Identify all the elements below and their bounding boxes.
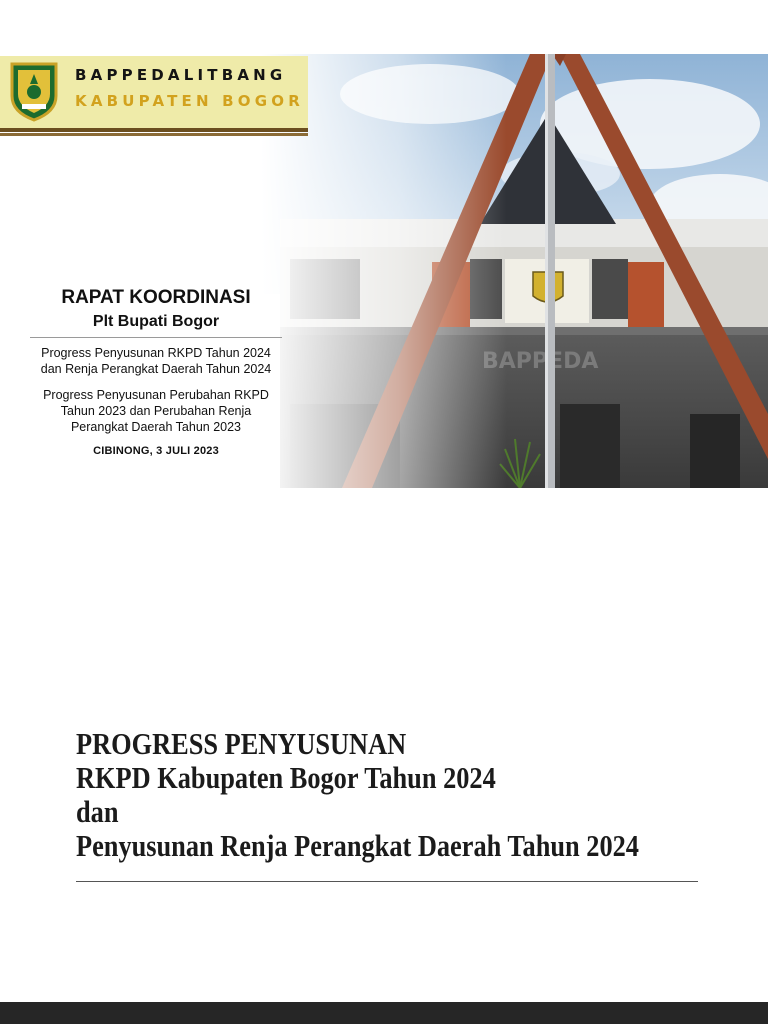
meeting-divider bbox=[30, 337, 282, 338]
place-date: CIBINONG, 3 JULI 2023 bbox=[93, 445, 219, 457]
footer-bar bbox=[0, 1002, 768, 1024]
org-logo-banner bbox=[0, 56, 308, 132]
topic2-line: Perangkat Daerah Tahun 2023 bbox=[70, 420, 242, 434]
meeting-title: RAPAT KOORDINASI bbox=[61, 287, 251, 308]
heading-line: dan bbox=[76, 794, 119, 829]
org-name-line2: KABUPATEN BOGOR bbox=[75, 92, 304, 110]
topic1-line: Progress Penyusunan RKPD Tahun 2024 bbox=[41, 346, 271, 360]
document-heading bbox=[76, 727, 738, 863]
meeting-subtitle: Plt Bupati Bogor bbox=[92, 313, 220, 330]
topic2-line: Tahun 2023 dan Perubahan Renja bbox=[60, 404, 252, 418]
meeting-info bbox=[22, 286, 290, 457]
heading-line: RKPD Kabupaten Bogor Tahun 2024 bbox=[76, 760, 496, 795]
org-name-line1: BAPPEDALITBANG bbox=[75, 66, 287, 84]
heading-line: Penyusunan Renja Perangkat Daerah Tahun 2024 bbox=[76, 828, 639, 863]
heading-line: PROGRESS PENYUSUNAN bbox=[76, 726, 407, 761]
topic2-line: Progress Penyusunan Perubahan RKPD bbox=[43, 388, 269, 402]
kabupaten-bogor-crest-icon bbox=[8, 60, 60, 122]
topic1-line: dan Renja Perangkat Daerah Tahun 2024 bbox=[40, 362, 272, 376]
heading-underline bbox=[76, 881, 698, 882]
